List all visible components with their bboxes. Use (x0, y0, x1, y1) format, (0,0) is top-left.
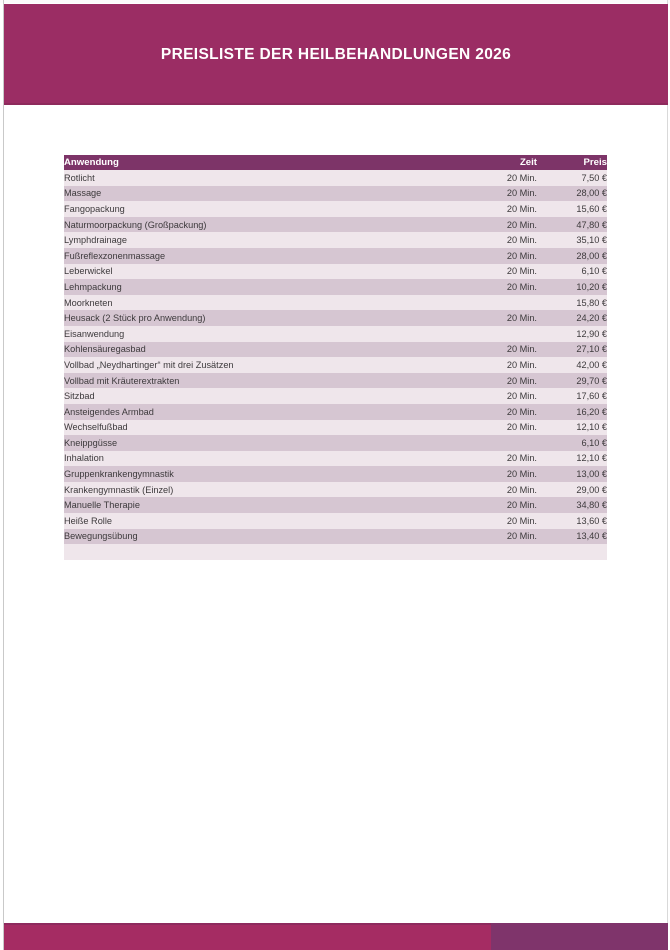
price-table (64, 155, 607, 560)
cell-zeit: 20 Min. (463, 420, 537, 436)
cell-zeit: 20 Min. (463, 170, 537, 186)
table-row (64, 420, 607, 436)
table-trailing-cell (537, 544, 607, 560)
cell-preis: 27,10 € (537, 342, 607, 358)
cell-zeit: 20 Min. (463, 497, 537, 513)
table-row (64, 201, 607, 217)
table-row (64, 186, 607, 202)
cell-zeit: 20 Min. (463, 186, 537, 202)
cell-anwendung: Fangopackung (64, 201, 463, 217)
cell-zeit: 20 Min. (463, 373, 537, 389)
cell-preis: 12,10 € (537, 420, 607, 436)
table-row (64, 513, 607, 529)
table-row (64, 170, 607, 186)
cell-preis: 10,20 € (537, 279, 607, 295)
cell-anwendung: Kneippgüsse (64, 435, 463, 451)
cell-zeit: 20 Min. (463, 248, 537, 264)
cell-preis: 13,00 € (537, 466, 607, 482)
table-row (64, 217, 607, 233)
cell-anwendung: Heiße Rolle (64, 513, 463, 529)
cell-anwendung: Massage (64, 186, 463, 202)
cell-anwendung: Fußreflexzonenmassage (64, 248, 463, 264)
table-header-row (64, 155, 607, 170)
cell-preis: 28,00 € (537, 248, 607, 264)
table-row (64, 497, 607, 513)
cell-anwendung: Lehmpackung (64, 279, 463, 295)
cell-anwendung: Ansteigendes Armbad (64, 404, 463, 420)
cell-zeit: 20 Min. (463, 513, 537, 529)
cell-anwendung: Rotlicht (64, 170, 463, 186)
table-row (64, 264, 607, 280)
cell-zeit (463, 295, 537, 311)
cell-anwendung: Kohlensäuregasbad (64, 342, 463, 358)
table-row (64, 404, 607, 420)
table-body (64, 170, 607, 560)
cell-preis: 12,10 € (537, 451, 607, 467)
cell-preis: 17,60 € (537, 388, 607, 404)
cell-preis: 29,00 € (537, 482, 607, 498)
page-edge-left (3, 0, 4, 950)
footer-bar (4, 923, 668, 950)
cell-zeit: 20 Min. (463, 232, 537, 248)
cell-preis: 42,00 € (537, 357, 607, 373)
page-edge-right (667, 0, 668, 950)
cell-preis: 16,20 € (537, 404, 607, 420)
table-row (64, 482, 607, 498)
table-row (64, 295, 607, 311)
cell-anwendung: Wechselfußbad (64, 420, 463, 436)
table-row (64, 529, 607, 545)
cell-zeit: 20 Min. (463, 217, 537, 233)
cell-preis: 12,90 € (537, 326, 607, 342)
cell-zeit: 20 Min. (463, 279, 537, 295)
table-row (64, 373, 607, 389)
cell-zeit: 20 Min. (463, 357, 537, 373)
table-trailing-cell (64, 544, 463, 560)
table-row (64, 342, 607, 358)
table-trailing-band (64, 544, 607, 560)
cell-zeit: 20 Min. (463, 404, 537, 420)
cell-anwendung: Heusack (2 Stück pro Anwendung) (64, 310, 463, 326)
cell-preis: 24,20 € (537, 310, 607, 326)
cell-anwendung: Sitzbad (64, 388, 463, 404)
cell-preis: 13,60 € (537, 513, 607, 529)
table-row (64, 248, 607, 264)
column-header-preis: Preis (537, 155, 607, 170)
cell-preis: 6,10 € (537, 435, 607, 451)
cell-anwendung: Vollbad mit Kräuterextrakten (64, 373, 463, 389)
cell-anwendung: Leberwickel (64, 264, 463, 280)
header-banner (4, 4, 668, 105)
cell-preis: 47,80 € (537, 217, 607, 233)
cell-preis: 15,60 € (537, 201, 607, 217)
cell-anwendung: Moorkneten (64, 295, 463, 311)
table-row (64, 232, 607, 248)
cell-zeit: 20 Min. (463, 466, 537, 482)
cell-zeit: 20 Min. (463, 482, 537, 498)
table-row (64, 279, 607, 295)
table-header (64, 155, 607, 170)
cell-zeit: 20 Min. (463, 388, 537, 404)
cell-zeit (463, 326, 537, 342)
table-row (64, 388, 607, 404)
cell-zeit: 20 Min. (463, 201, 537, 217)
cell-zeit (463, 435, 537, 451)
cell-anwendung: Manuelle Therapie (64, 497, 463, 513)
column-header-zeit: Zeit (463, 155, 537, 170)
table-trailing-cell (463, 544, 537, 560)
price-table-container (64, 155, 607, 560)
page-edge-top (0, 0, 670, 3)
table-row (64, 435, 607, 451)
column-header-anwendung: Anwendung (64, 155, 463, 170)
cell-preis: 29,70 € (537, 373, 607, 389)
cell-preis: 7,50 € (537, 170, 607, 186)
cell-anwendung: Naturmoorpackung (Großpackung) (64, 217, 463, 233)
table-row (64, 326, 607, 342)
table-row (64, 357, 607, 373)
cell-anwendung: Krankengymnastik (Einzel) (64, 482, 463, 498)
cell-preis: 13,40 € (537, 529, 607, 545)
cell-anwendung: Lymphdrainage (64, 232, 463, 248)
cell-preis: 35,10 € (537, 232, 607, 248)
cell-zeit: 20 Min. (463, 342, 537, 358)
cell-preis: 28,00 € (537, 186, 607, 202)
table-row (64, 466, 607, 482)
cell-zeit: 20 Min. (463, 310, 537, 326)
cell-preis: 34,80 € (537, 497, 607, 513)
cell-zeit: 20 Min. (463, 264, 537, 280)
cell-anwendung: Inhalation (64, 451, 463, 467)
cell-anwendung: Gruppenkrankengymnastik (64, 466, 463, 482)
cell-anwendung: Bewegungsübung (64, 529, 463, 545)
table-row (64, 310, 607, 326)
cell-preis: 6,10 € (537, 264, 607, 280)
cell-zeit: 20 Min. (463, 451, 537, 467)
footer-bar-accent (491, 923, 668, 950)
table-row (64, 451, 607, 467)
cell-anwendung: Vollbad „Neydhartinger“ mit drei Zusätzen (64, 357, 463, 373)
page-title: PREISLISTE DER HEILBEHANDLUNGEN 2026 (160, 46, 512, 63)
cell-zeit: 20 Min. (463, 529, 537, 545)
cell-anwendung: Eisanwendung (64, 326, 463, 342)
cell-preis: 15,80 € (537, 295, 607, 311)
